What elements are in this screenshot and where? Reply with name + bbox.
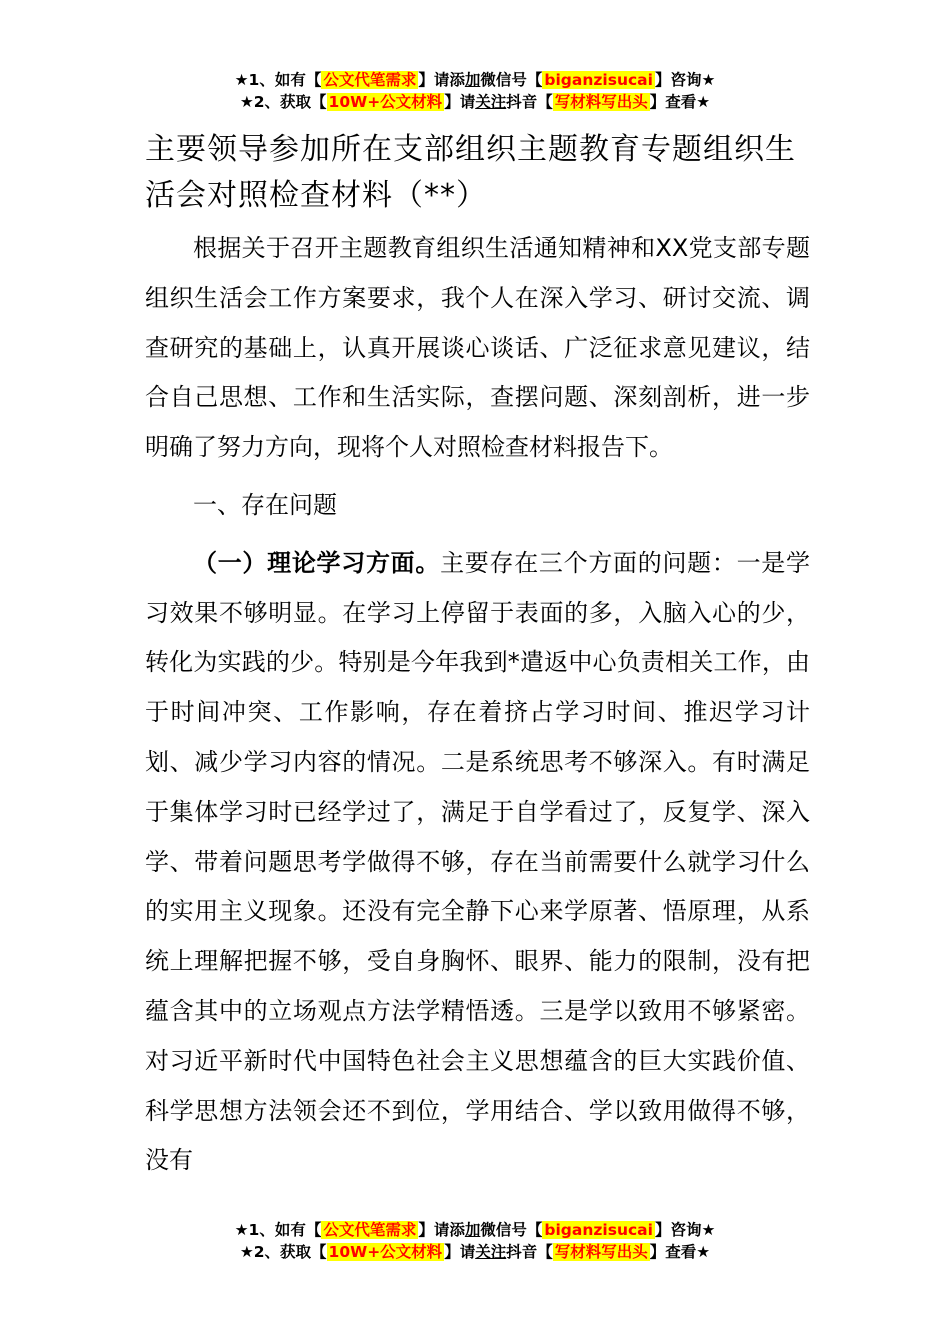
banner-line-1	[0, 1220, 950, 1242]
document-body	[145, 224, 810, 1186]
banner-line-2	[0, 1242, 950, 1264]
banner-text: 抖音【	[506, 1243, 553, 1261]
banner-text: ★1、如有【	[234, 71, 322, 89]
banner-text: ★2、获取【	[239, 1243, 327, 1261]
banner-text: 微信号【	[480, 1221, 543, 1239]
highlight-text: 10W+公文材料	[328, 1243, 443, 1261]
banner-text: 】请添	[418, 1221, 465, 1239]
banner-line-2	[0, 92, 950, 114]
highlight-text: 公文代笔需求	[323, 1221, 417, 1239]
banner-text: 】查看★	[649, 1243, 711, 1261]
banner-text: 】咨询★	[654, 71, 716, 89]
banner-text: 】查看★	[649, 93, 711, 111]
subsection-heading: （一）理论学习方面。	[193, 548, 441, 577]
highlight-text: 写材料写出头	[554, 1243, 648, 1261]
banner-line-1	[0, 70, 950, 92]
banner-text: 】请添	[418, 71, 465, 89]
banner-text: 】请	[444, 93, 476, 111]
banner-text: ★1、如有【	[234, 1221, 322, 1239]
subsection-text: 主要存在三个方面的问题：一是学习效果不够明显。在学习上停留于表面的多，入脑入心的少，转化为实践的少。特别是今年我到*遣返中心负责相关工作，由于时间冲突、工作影响，存在着挤占学习时间、推迟学习计划、减少学习内容的情况。二是系统思考不够深入。有时满足于集体学习时已经学过了，满足于自学看过了，反复学、深入学、带着问题思考学做得不够，存在当前需要什么就学习什么的实用主义现象。还没有完全静下心来学原著、悟原理，从系统上理解把握不够，受自身胸怀、眼界、能力的限制，没有把蕴含其中的立场观点方法学精悟透。三是学以致用不够紧密。对习近平新时代中国特色社会主义思想蕴含的巨大实践价值、科学思想方法领会还不到位，学用结合、学以致用做得不够，没有	[145, 548, 811, 1175]
document-title: 主要领导参加所在支部组织主题教育专题组织生活会对照检查材料（**）	[145, 132, 796, 213]
subsection-paragraph	[145, 539, 810, 1186]
highlight-text: biganzisucai	[544, 1221, 653, 1239]
footer-banner	[0, 1220, 950, 1264]
highlight-text: 公文代笔需求	[323, 71, 417, 89]
banner-text: 抖音【	[506, 93, 553, 111]
highlight-text: 10W+公文材料	[328, 93, 443, 111]
banner-text: 微信号【	[480, 71, 543, 89]
section-heading: 一、存在问题	[193, 490, 337, 519]
underlined-text: 加	[464, 1221, 481, 1239]
highlight-text: biganzisucai	[544, 71, 653, 89]
banner-text: ★2、获取【	[239, 93, 327, 111]
banner-text: 】请	[444, 1243, 476, 1261]
intro-paragraph: 根据关于召开主题教育组织生活通知精神和XX党支部专题组织生活会工作方案要求，我个人在深入学习、研讨交流、调查研究的基础上，认真开展谈心谈话、广泛征求意见建议，结合自己思想、工作和生活实际，查摆问题、深刻剖析，进一步明确了努力方向，现将个人对照检查材料报告下。	[145, 234, 810, 462]
header-banner	[0, 70, 950, 114]
underlined-text: 加	[464, 71, 481, 89]
underlined-text: 关注	[475, 93, 507, 111]
underlined-text: 关注	[475, 1243, 507, 1261]
highlight-text: 写材料写出头	[554, 93, 648, 111]
banner-text: 】咨询★	[654, 1221, 716, 1239]
